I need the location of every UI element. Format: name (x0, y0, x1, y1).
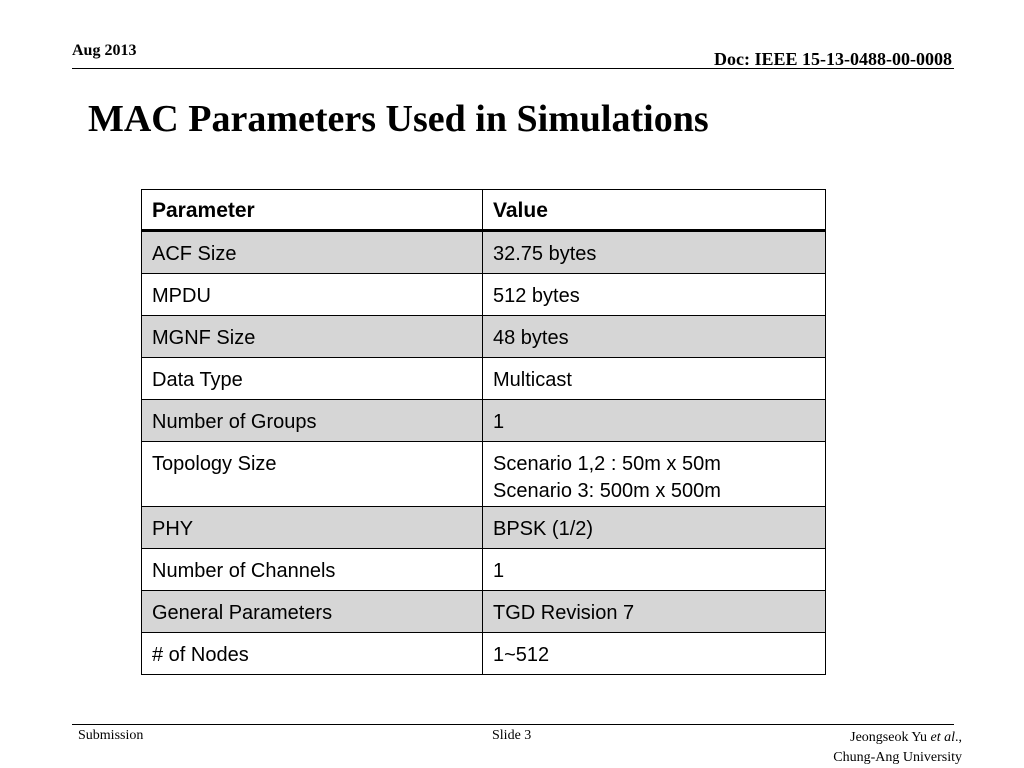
table-row (142, 231, 826, 274)
footer-divider (72, 724, 954, 725)
table-row (142, 549, 826, 591)
value-cell (483, 507, 826, 549)
value-cell (483, 549, 826, 591)
value-text: 1 (493, 560, 505, 582)
value-text: 32.75 bytes (493, 243, 597, 265)
value-text: Multicast (493, 369, 572, 391)
column-header-value: Value (483, 190, 826, 231)
footer-slide-number: Slide 3 (492, 728, 532, 743)
footer-affiliation: Chung-Ang University (833, 750, 962, 765)
footer-submission: Submission (78, 728, 144, 743)
parameter-cell: Number of Channels (142, 549, 483, 591)
parameter-cell: ACF Size (142, 231, 483, 274)
header-doc-id: Doc: IEEE 15-13-0488-00-0008 (714, 49, 952, 69)
parameter-cell: General Parameters (142, 591, 483, 633)
value-cell (483, 591, 826, 633)
column-header-parameter: Parameter (142, 190, 483, 231)
value-text: 48 bytes (493, 327, 569, 349)
footer-author (833, 728, 962, 748)
parameter-cell: MGNF Size (142, 316, 483, 358)
value-text: 1~512 (493, 644, 550, 666)
table-header-row (142, 190, 826, 231)
table-row (142, 591, 826, 633)
value-text-line-2: Scenario 3: 500m x 500m (493, 480, 721, 502)
value-text: 1 (493, 411, 505, 433)
value-text-line-1: Scenario 1,2 : 50m x 50m (493, 453, 721, 475)
table-row (142, 507, 826, 549)
value-cell (483, 316, 826, 358)
value-text: 512 bytes (493, 285, 580, 307)
parameter-cell: Number of Groups (142, 400, 483, 442)
parameter-cell: Data Type (142, 358, 483, 400)
table-row (142, 633, 826, 675)
value-text: TGD Revision 7 (493, 602, 635, 624)
footer-author-block (833, 728, 962, 768)
table-row (142, 358, 826, 400)
value-cell (483, 231, 826, 274)
header-divider (72, 68, 954, 69)
value-cell (483, 274, 826, 316)
parameter-cell: # of Nodes (142, 633, 483, 675)
table-row (142, 400, 826, 442)
value-cell (483, 442, 826, 507)
parameters-table (141, 189, 826, 675)
author-name: Jeongseok Yu (850, 730, 927, 745)
parameter-cell: MPDU (142, 274, 483, 316)
slide-title: MAC Parameters Used in Simulations (88, 98, 709, 140)
author-punct: ., (955, 730, 962, 745)
header-date: Aug 2013 (72, 42, 137, 59)
author-et-al: et al (930, 730, 955, 745)
value-cell (483, 358, 826, 400)
table-row (142, 442, 826, 507)
parameter-cell: Topology Size (142, 442, 483, 507)
parameter-cell: PHY (142, 507, 483, 549)
table-row (142, 316, 826, 358)
value-text: BPSK (1/2) (493, 518, 594, 540)
value-cell (483, 400, 826, 442)
table-row (142, 274, 826, 316)
value-cell (483, 633, 826, 675)
